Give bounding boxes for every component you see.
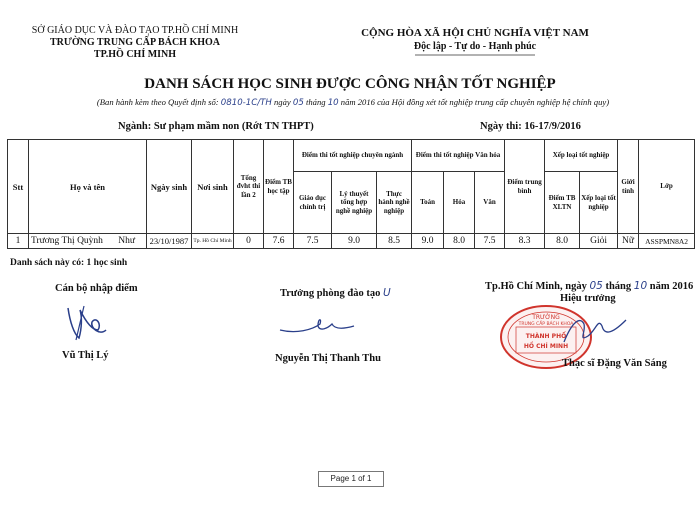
subtitle-suffix: năm 2016 của Hội đồng xét tốt nghiệp trung cấp chuyên nghiệp hệ chính quy)	[340, 97, 610, 107]
header-math: Toán	[412, 172, 444, 234]
decision-day: 05	[292, 98, 304, 108]
cell-class: ASSPMN8A2	[639, 234, 695, 249]
cell-gpa: 8.0	[545, 234, 580, 249]
document-title: DANH SÁCH HỌC SINH ĐƯỢC CÔNG NHẬN TỐT NGHIỆP	[144, 76, 556, 92]
school-name-line1: TRƯỜNG TRUNG CẤP BÁCH KHOA	[49, 37, 220, 48]
principal-title: Hiệu trưởng	[560, 293, 616, 304]
header-gender: Giới tính	[618, 140, 639, 234]
header-pob: Nơi sinh	[192, 140, 234, 234]
subtitle-prefix: (Ban hành kèm theo Quyết định số:	[96, 97, 219, 107]
cell-theory: 9.0	[332, 234, 377, 249]
seal-line3: THÀNH PHỐ	[525, 333, 567, 340]
cell-avg-study: 7.6	[264, 234, 294, 249]
table-row	[8, 234, 695, 249]
header-stt: Stt	[8, 140, 29, 234]
cell-chemistry: 8.0	[444, 234, 475, 249]
country-name: CỘNG HÒA XÃ HỘI CHỦ NGHĨA VIỆT NAM	[361, 27, 589, 39]
header-class: Lớp	[639, 140, 695, 234]
data-entry-signature	[62, 300, 112, 345]
decision-month: 10	[327, 98, 339, 108]
seal-line4: HỒ CHÍ MINH	[523, 343, 569, 350]
header-culture-exam-group: Điểm thi tốt nghiệp Văn hóa	[412, 140, 505, 172]
seal-line2: TRUNG CẤP BÁCH KHOA	[518, 322, 574, 327]
student-count-note: Danh sách này có: 1 học sinh	[10, 258, 128, 268]
training-head-signature	[278, 308, 358, 338]
seal-line1: TRƯỜNG	[532, 314, 560, 321]
place-prefix: Tp.Hồ Chí Minh, ngày	[485, 281, 587, 292]
document-subtitle	[8, 97, 698, 108]
header-rank-group: Xếp loại tốt nghiệp	[545, 140, 618, 172]
cell-literature: 7.5	[475, 234, 505, 249]
header-avg-exam: Điểm trung bình	[505, 140, 545, 234]
cell-politics: 7.5	[294, 234, 332, 249]
major-label: Ngành: Sư phạm mầm non (Rớt TN THPT)	[118, 121, 314, 132]
principal-name: Thạc sĩ Đặng Văn Sáng	[562, 358, 667, 369]
header-politics: Giáo dục chính trị	[294, 172, 332, 234]
national-heading	[330, 27, 620, 57]
subtitle-month-label: tháng	[305, 97, 326, 107]
place-suffix: năm 2016	[649, 281, 694, 292]
decision-number: 0810-1C/TH	[220, 98, 272, 108]
issuing-authority	[20, 25, 250, 61]
header-dob: Ngày sinh	[147, 140, 192, 234]
cell-pob: Tp. Hồ Chí Minh	[192, 234, 234, 249]
cell-given-name: Như	[118, 236, 135, 246]
subtitle-day-label: ngày	[274, 97, 291, 107]
cell-surname: Trương Thị Quỳnh	[31, 236, 103, 246]
header-name: Họ và tên	[29, 140, 147, 234]
school-name-line2: TP.HỒ CHÍ MINH	[93, 49, 177, 60]
cell-practice: 8.5	[377, 234, 412, 249]
motto-underline	[415, 54, 535, 57]
data-entry-title: Cán bộ nhập điểm	[55, 283, 138, 294]
cell-math: 9.0	[412, 234, 444, 249]
training-head-name: Nguyễn Thị Thanh Thu	[275, 353, 381, 364]
header-avg-study: Điểm TB học tập	[264, 140, 294, 234]
header-literature: Văn	[475, 172, 505, 234]
header-total-units: Tổng đvht thi lần 2	[234, 140, 264, 234]
training-head-label: Trưởng phòng đào tạo	[280, 288, 381, 299]
data-entry-name: Vũ Thị Lý	[62, 350, 109, 361]
header-major-exam-group: Điểm thi tốt nghiệp chuyên ngành	[294, 140, 412, 172]
cell-name	[29, 234, 147, 249]
header-chemistry: Hóa	[444, 172, 475, 234]
department-name: SỞ GIÁO DỤC VÀ ĐÀO TẠO TP.HỒ CHÍ MINH	[31, 25, 239, 36]
exam-date: Ngày thi: 16-17/9/2016	[480, 121, 581, 132]
cell-gender: Nữ	[618, 234, 639, 249]
cell-total-units: 0	[234, 234, 264, 249]
header-gpa: Điểm TB XLTN	[545, 172, 580, 234]
cell-avg-exam: 8.3	[505, 234, 545, 249]
place-and-date	[485, 280, 693, 292]
header-practice: Thực hành nghề nghiệp	[377, 172, 412, 234]
header-theory: Lý thuyết tổng hợp nghề nghiệp	[332, 172, 377, 234]
place-day: 05	[589, 280, 603, 292]
training-head-initial: U	[382, 287, 391, 299]
graduation-table	[7, 139, 695, 249]
principal-signature	[560, 312, 630, 352]
page-indicator: Page 1 of 1	[318, 471, 384, 487]
header-rank: Xếp loại tốt nghiệp	[580, 172, 618, 234]
place-month-label: tháng	[605, 281, 632, 292]
cell-stt: 1	[8, 234, 29, 249]
training-head-title	[280, 287, 391, 299]
place-month: 10	[633, 280, 648, 292]
cell-rank: Giỏi	[580, 234, 618, 249]
national-motto: Độc lập - Tự do - Hạnh phúc	[413, 41, 537, 52]
cell-dob: 23/10/1987	[147, 234, 192, 249]
